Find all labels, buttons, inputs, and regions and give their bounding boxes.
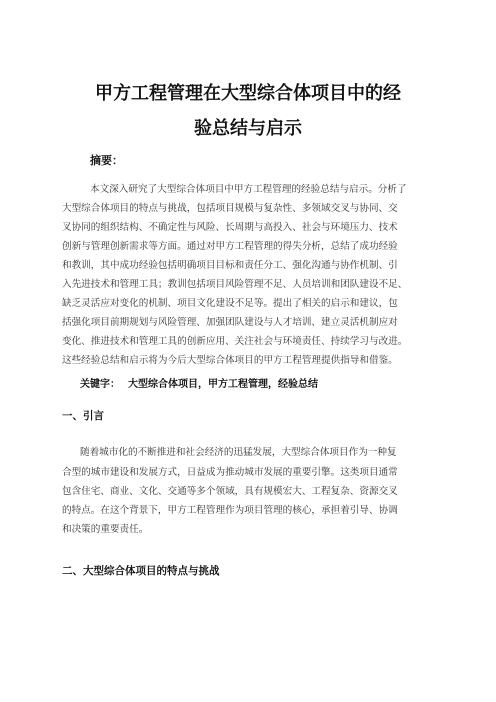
abstract-line: 入先进技术和管理工具；教训包括项目风险管理不足、人员培训和团队建设不足、 xyxy=(62,279,408,290)
abstract-line: 这些经验总结和启示将为今后大型综合体项目的甲方工程管理提供指导和借鉴。 xyxy=(62,355,398,366)
abstract-line: 叉协同的组织结构、不确定性与风险、长周期与高投入、社会与环境压力、技术 xyxy=(62,222,398,233)
section-heading-features: 二、大型综合体项目的特点与挑战 xyxy=(62,565,220,577)
intro-line: 的特点。在这个背景下，甲方工程管理作为项目管理的核心，承担着引导、协调 xyxy=(62,505,398,516)
abstract-line: 变化、推进技术和管理工具的创新应用、关注社会与环境责任、持续学习与改进。 xyxy=(62,336,408,347)
keywords-label: 关键字： xyxy=(80,379,120,390)
intro-line: 和决策的重要责任。 xyxy=(62,524,149,535)
abstract-line: 和教训，其中成功经验包括明确项目目标和责任分工、强化沟通与协作机制、引 xyxy=(62,260,398,271)
intro-line: 随着城市化的不断推进和社会经济的迅猛发展，大型综合体项目作为一种复 xyxy=(80,447,397,458)
abstract-label: 摘要： xyxy=(90,154,123,167)
keywords-value: 大型综合体项目，甲方工程管理，经验总结 xyxy=(128,379,318,390)
intro-line: 包含住宅、商业、文化、交通等多个领域，具有规模宏大、工程复杂、资源交叉 xyxy=(62,486,398,497)
intro-line: 合型的城市建设和发展方式，日益成为推动城市发展的重要引擎。这类项目通常 xyxy=(62,467,398,478)
abstract-line: 缺乏灵活应对变化的机制、项目文化建设不足等。提出了相关的启示和建议，包 xyxy=(62,298,398,309)
document-title-line-1: 甲方工程管理在大型综合体项目中的经 xyxy=(95,83,401,104)
section-heading-introduction: 一、引言 xyxy=(62,410,104,422)
abstract-line: 大型综合体项目的特点与挑战，包括项目规模与复杂性、多领域交叉与协同、交 xyxy=(62,203,398,214)
abstract-line: 创新与管理创新需求等方面。通过对甲方工程管理的得失分析，总结了成功经验 xyxy=(62,241,398,252)
keywords xyxy=(80,375,318,390)
abstract-line: 本文深入研究了大型综合体项目中甲方工程管理的经验总结与启示。分析了 xyxy=(90,184,407,195)
document-title-line-2: 验总结与启示 xyxy=(194,118,302,139)
abstract-line: 括强化项目前期规划与风险管理、加强团队建设与人才培训、建立灵活机制应对 xyxy=(62,317,398,328)
